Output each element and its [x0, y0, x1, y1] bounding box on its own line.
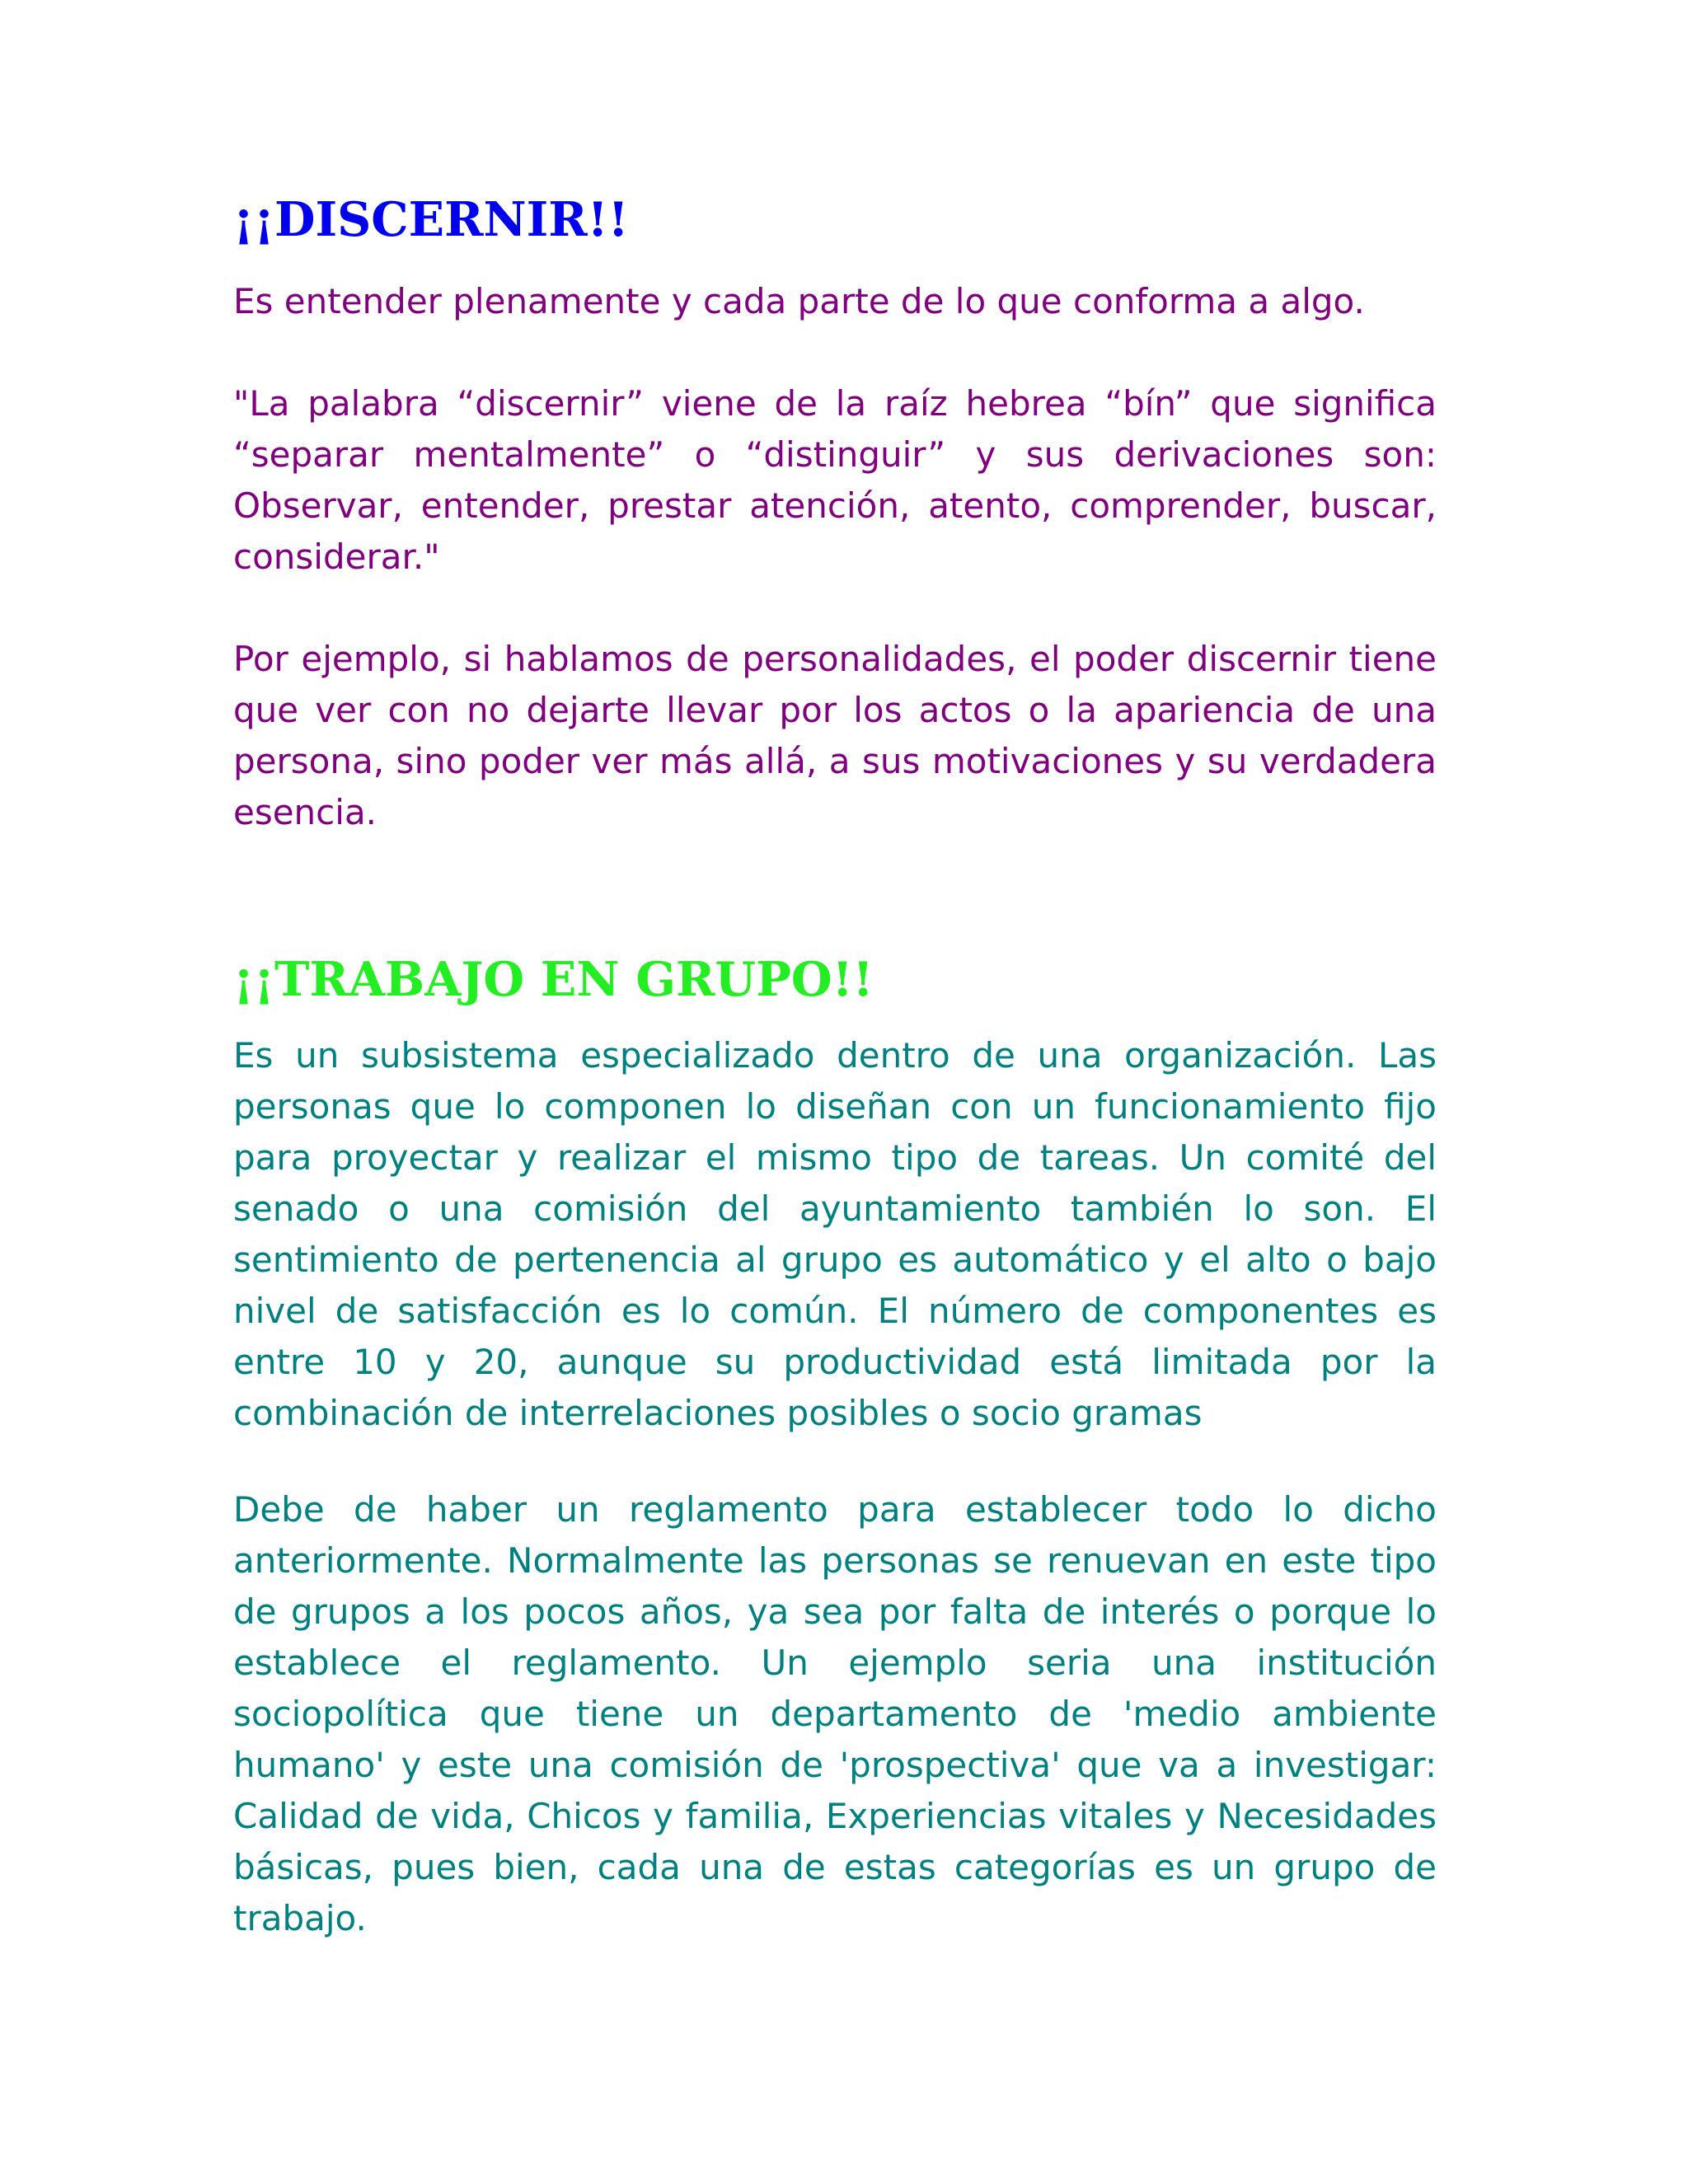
paragraph-example: Por ejemplo, si hablamos de personalidades, el poder discernir tiene que ver con no dejarte llevar por los actos o la apariencia de una persona, sino poder ver más allá, a sus motivaciones y su verdadera esencia.: [233, 639, 1437, 833]
heading-discernir: ¡¡DISCERNIR!!: [233, 192, 629, 247]
section-trabajo-en-grupo: [233, 952, 1437, 1943]
paragraph-subsystem: Es un subsistema especializado dentro de una organización. Las personas que lo componen lo diseñan con un funcionamiento fijo para proyectar y realizar el mismo tipo de tareas. Un comité del senado o una comisión del ayuntamiento también lo son. El sentimiento de pertenencia al grupo es automático y el alto o bajo nivel de satisfacción es lo común. El número de componentes es entre 10 y 20, aunque su productividad está limitada por la combinación de interrelaciones posibles o socio gramas: [233, 1034, 1437, 1433]
document-content: [233, 192, 1437, 1944]
paragraph-regulation: Debe de haber un reglamento para establecer todo lo dicho anteriormente. Normalmente las personas se renuevan en este tipo de grupos a los pocos años, ya sea por falta de interés o porque lo establece el reglamento. Un ejemplo seria una institución sociopolítica que tiene un departamento de 'medio ambiente humano' y este una comisión de 'prospectiva' que va a investigar: Calidad de vida, Chicos y familia, Experiencias vitales y Necesidades básicas, pues bien, cada una de estas categorías es un grupo de trabajo.: [233, 1488, 1437, 1938]
section-discernir: [233, 192, 1437, 838]
paragraph-etymology: "La palabra “discernir” viene de la raíz hebrea “bín” que significa “separar mentalmente” o “distinguir” y sus derivaciones son: Observar, entender, prestar atención, atento, comprender, buscar, considerar.": [233, 383, 1437, 578]
paragraph-definition: Es entender plenamente y cada parte de lo que conforma a algo.: [233, 281, 1365, 322]
heading-trabajo-en-grupo: ¡¡TRABAJO EN GRUPO!!: [233, 952, 874, 1008]
